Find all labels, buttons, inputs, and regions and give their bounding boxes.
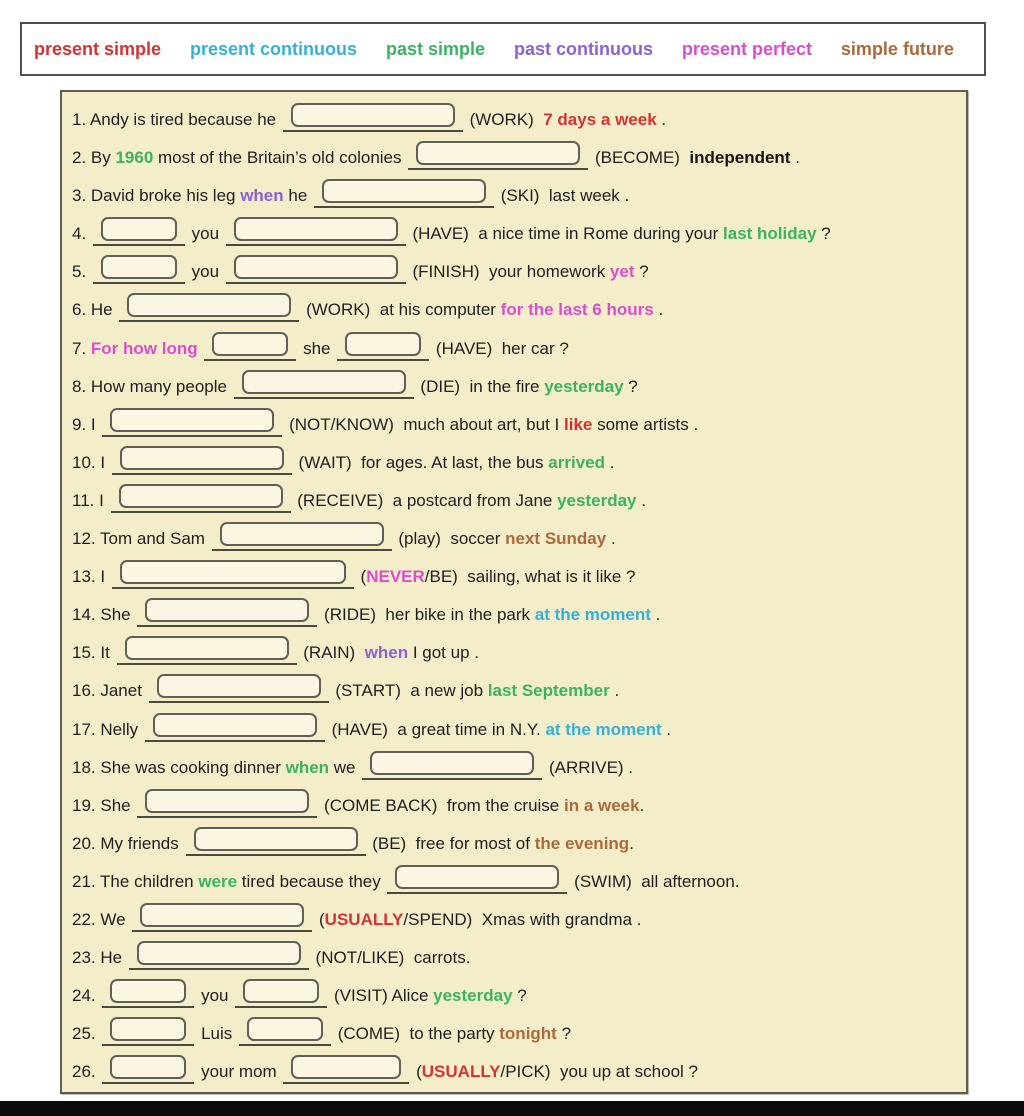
highlight-text: next Sunday [505, 529, 607, 549]
answer-box[interactable] [120, 560, 346, 584]
answer-blank[interactable] [119, 293, 299, 322]
exercise-row-11 [72, 482, 958, 520]
exercise-row-14 [72, 596, 958, 634]
answer-box[interactable] [140, 903, 304, 927]
answer-blank[interactable] [93, 217, 185, 246]
sentence-text: 4. [72, 224, 91, 244]
answer-box[interactable] [345, 332, 421, 356]
answer-blank[interactable] [186, 827, 366, 856]
answer-box[interactable] [145, 598, 309, 622]
highlight-text: For how long [90, 338, 198, 358]
highlight-text: in a week [564, 795, 640, 815]
exercise-row-20 [72, 825, 958, 863]
sentence-text: 9. I [72, 414, 101, 434]
sentence-text: (RAIN) [298, 643, 365, 663]
sentence-text: 16. Janet [72, 681, 147, 701]
highlight-text: 7 days a week [543, 110, 657, 129]
sentence-text: (WORK) [464, 110, 544, 129]
answer-blank[interactable] [239, 1017, 331, 1046]
answer-box[interactable] [110, 979, 186, 1003]
answer-box[interactable] [370, 751, 534, 775]
sentence-text: . [609, 681, 620, 701]
answer-blank[interactable] [112, 560, 354, 589]
exercise-row-12 [72, 520, 958, 558]
sentence-text: (ARRIVE) . [544, 757, 634, 777]
sentence-text: (NOT/KNOW) much about art, but I [284, 414, 564, 434]
sentence-text: she [298, 338, 336, 358]
answer-blank[interactable] [283, 1055, 409, 1084]
sentence-text: . [606, 529, 616, 549]
exercise-row-3 [72, 177, 958, 215]
sentence-text: 19. She [72, 795, 136, 815]
sentence-text: (RIDE) her bike in the park [319, 605, 535, 625]
sentence-text: (WAIT) for ages. At last, the bus [293, 452, 549, 472]
exercise-row-18 [72, 749, 958, 787]
exercise-row-17 [72, 711, 958, 749]
sentence-text: (HAVE) a great time in N.Y. [326, 719, 546, 739]
sentence-text: 10. I [72, 452, 110, 472]
answer-box[interactable] [137, 941, 301, 965]
answer-blank[interactable] [137, 598, 317, 627]
sentence-text: /PICK) you up at school ? [500, 1062, 698, 1082]
highlight-text: when [240, 186, 284, 206]
exercise-row-2 [72, 139, 958, 177]
sentence-text: Luis [196, 1024, 237, 1044]
sentence-text: ? [634, 262, 649, 282]
sentence-text: 7. [72, 338, 91, 358]
sentence-text: I got up . [408, 643, 479, 663]
sentence-text: ? [623, 376, 638, 396]
sentence-text: 23. He [72, 948, 127, 968]
answer-blank[interactable] [102, 1017, 194, 1046]
sentence-text: (RECEIVE) a postcard from Jane [292, 490, 558, 510]
sentence-text: (SWIM) all afternoon. [569, 871, 740, 891]
highlight-text: USUALLY [421, 1062, 501, 1082]
sentence-text: (COME) to the party [333, 1024, 500, 1044]
sentence-text: ? [816, 224, 831, 244]
exercise-row-7 [72, 330, 958, 368]
answer-blank[interactable] [204, 332, 296, 361]
answer-box[interactable] [194, 827, 358, 851]
sentence-text: (SKI) last week . [496, 186, 630, 206]
sentence-text: tired because they [237, 871, 386, 891]
answer-box[interactable] [145, 789, 309, 813]
sentence-text: (BECOME) [590, 148, 690, 168]
sentence-text: (VISIT) Alice [329, 986, 434, 1006]
sentence-text: 14. She [72, 605, 136, 625]
answer-box[interactable] [153, 713, 317, 737]
sentence-text: 8. How many people [72, 376, 232, 396]
sentence-text: 5. [72, 262, 91, 282]
sentence-text: he [283, 186, 313, 206]
sentence-text: 18. She was cooking dinner [72, 757, 286, 777]
sentence-text: 20. My friends [72, 833, 184, 853]
answer-box[interactable] [243, 979, 319, 1003]
exercise-row-8 [72, 368, 958, 406]
highlight-text: yesterday [544, 376, 624, 396]
sentence-text: (play) soccer [393, 529, 506, 549]
answer-box[interactable] [120, 446, 284, 470]
sentence-text: 11. I [72, 490, 109, 510]
sentence-text: 13. I [72, 567, 110, 587]
sentence-text: 6. He [72, 300, 118, 320]
sentence-text: (WORK) at his computer [301, 300, 501, 320]
answer-blank[interactable] [283, 103, 463, 132]
highlight-text: yet [609, 262, 635, 282]
sentence-text: ( [355, 567, 367, 587]
sentence-text: we [329, 757, 361, 777]
exercise-row-15 [72, 634, 958, 672]
sentence-text: (DIE) in the fire [415, 376, 545, 396]
sentence-text: 24. [72, 986, 101, 1006]
bold-text: independent [689, 148, 791, 168]
answer-box[interactable] [101, 255, 177, 279]
sentence-text: . [790, 148, 800, 168]
sentence-text: . [650, 605, 661, 625]
answer-blank[interactable] [102, 979, 194, 1008]
answer-box[interactable] [234, 217, 398, 241]
answer-blank[interactable] [212, 522, 392, 551]
answer-blank[interactable] [93, 255, 185, 284]
answer-blank[interactable] [337, 332, 429, 361]
answer-blank[interactable] [149, 674, 329, 703]
sentence-text: . [639, 795, 645, 815]
exercise-row-5 [72, 253, 958, 291]
answer-blank[interactable] [145, 713, 325, 742]
sentence-text: 22. We [72, 909, 131, 929]
worksheet [60, 90, 968, 1094]
sentence-text: some artists . [592, 414, 699, 434]
answer-box[interactable] [242, 370, 406, 394]
sentence-text: ? [556, 1024, 572, 1044]
highlight-text: NEVER [366, 567, 425, 587]
answer-blank[interactable] [226, 217, 406, 246]
sentence-text: 15. It [72, 643, 115, 663]
answer-box[interactable] [212, 332, 288, 356]
answer-box[interactable] [291, 1055, 401, 1079]
sentence-text: 17. Nelly [72, 719, 143, 739]
exercise-row-24 [72, 977, 958, 1015]
sentence-text: /SPEND) Xmas with grandma . [403, 909, 642, 929]
exercise-row-16 [72, 672, 958, 710]
answer-blank[interactable] [226, 255, 406, 284]
answer-blank[interactable] [408, 141, 588, 170]
highlight-text: like [564, 414, 593, 434]
answer-box[interactable] [110, 1055, 186, 1079]
answer-blank[interactable] [132, 903, 312, 932]
sentence-text: ( [314, 909, 325, 929]
answer-blank[interactable] [362, 751, 542, 780]
answer-box[interactable] [101, 217, 177, 241]
answer-box[interactable] [125, 636, 289, 660]
highlight-text: 1960 [115, 148, 154, 168]
highlight-text: last September [487, 681, 610, 701]
answer-box[interactable] [395, 865, 559, 889]
answer-box[interactable] [220, 522, 384, 546]
tense-label-present-continuous: present continuous [190, 38, 358, 59]
sentence-text: ( [411, 1062, 422, 1082]
sentence-text: (COME BACK) from the cruise [319, 795, 564, 815]
exercise-row-9 [72, 406, 958, 444]
sentence-text: . [636, 490, 646, 510]
exercise-row-19 [72, 787, 958, 825]
highlight-text: when [285, 757, 330, 777]
sentence-text: 26. [72, 1062, 101, 1082]
highlight-text: tonight [499, 1024, 557, 1044]
sentence-text: 12. Tom and Sam [72, 529, 210, 549]
answer-blank[interactable] [314, 179, 494, 208]
answer-blank[interactable] [129, 941, 309, 970]
highlight-text: yesterday [557, 490, 637, 510]
exercise-row-23 [72, 939, 958, 977]
answer-blank[interactable] [112, 446, 292, 475]
sentence-text: you [186, 262, 224, 282]
exercise-row-21 [72, 863, 958, 901]
tense-label-present-perfect: present perfect [681, 38, 812, 59]
sentence-text: . [656, 110, 667, 129]
sentence-text: ? [512, 986, 527, 1006]
sentence-text: (BE) free for most of [367, 833, 535, 853]
answer-blank[interactable] [234, 370, 414, 399]
answer-blank[interactable] [102, 408, 282, 437]
answer-box[interactable] [234, 255, 398, 279]
sentence-text: . [653, 300, 664, 320]
exercise-row-26 [72, 1053, 958, 1091]
exercise-row-1 [72, 101, 958, 139]
sentence-text: your mom [196, 1062, 282, 1082]
sentence-text: . [629, 833, 634, 853]
answer-blank[interactable] [111, 484, 291, 513]
highlight-text: were [198, 871, 238, 891]
answer-box[interactable] [247, 1017, 323, 1041]
answer-box[interactable] [322, 179, 486, 203]
sentence-text: you [186, 224, 224, 244]
sentence-text: (FINISH) your homework [407, 262, 610, 282]
sentence-text: 3. David broke his leg [72, 186, 241, 206]
exercise-row-13 [72, 558, 958, 596]
answer-box[interactable] [157, 674, 321, 698]
answer-box[interactable] [416, 141, 580, 165]
highlight-text: at the moment [534, 605, 651, 625]
answer-box[interactable] [291, 103, 455, 127]
answer-box[interactable] [110, 408, 274, 432]
sentence-text: 1. Andy is tired because he [72, 110, 281, 129]
sentence-text: you [196, 986, 234, 1006]
sentence-text: /BE) sailing, what is it like ? [424, 567, 636, 587]
answer-blank[interactable] [137, 789, 317, 818]
answer-box[interactable] [127, 293, 291, 317]
highlight-text: last holiday [723, 224, 817, 244]
tense-label-past-continuous: past continuous [513, 38, 653, 59]
answer-blank[interactable] [102, 1055, 194, 1084]
exercise-row-10 [72, 444, 958, 482]
answer-blank[interactable] [387, 865, 567, 894]
tense-label-present-simple: present simple [34, 38, 162, 59]
sentence-text: (NOT/LIKE) carrots. [310, 948, 471, 968]
highlight-text: yesterday [433, 986, 513, 1006]
highlight-text: the evening [534, 833, 630, 853]
sentence-text [198, 339, 203, 358]
highlight-text: at the moment [545, 719, 662, 739]
highlight-text: USUALLY [324, 909, 404, 929]
tense-label-simple-future: simple future [840, 38, 954, 59]
exercise-row-22 [72, 901, 958, 939]
bottom-bar [0, 1101, 1024, 1116]
sentence-text: . [604, 452, 615, 472]
sentence-text: (HAVE) her car ? [431, 338, 569, 358]
highlight-text: for the last 6 hours [500, 300, 654, 320]
sentence-text: most of the Britain’s old colonies [153, 148, 407, 168]
tense-legend-bar [20, 22, 986, 76]
sentence-text: 21. The children [72, 871, 199, 891]
exercise-row-25 [72, 1015, 958, 1053]
highlight-text: arrived [548, 452, 605, 472]
exercise-row-4 [72, 215, 958, 253]
answer-blank[interactable] [235, 979, 327, 1008]
sentence-text: (HAVE) a nice time in Rome during your [407, 224, 724, 244]
sentence-text: (START) a new job [330, 681, 488, 701]
exercise-row-6 [72, 291, 958, 329]
tense-label-past-simple: past simple [385, 38, 486, 59]
answer-box[interactable] [119, 484, 283, 508]
answer-box[interactable] [110, 1017, 186, 1041]
sentence-text: 25. [72, 1024, 101, 1044]
highlight-text: when [364, 643, 409, 663]
sentence-text: . [661, 719, 672, 739]
answer-blank[interactable] [117, 636, 297, 665]
sentence-text: 2. By [72, 148, 116, 168]
